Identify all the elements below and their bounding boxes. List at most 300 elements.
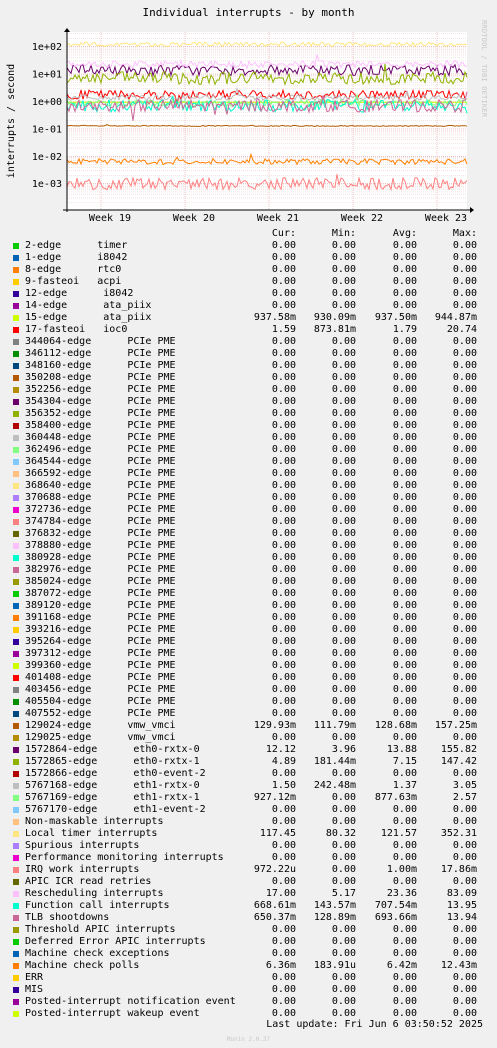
legend-avg: 6.42m [386,960,417,971]
legend-swatch [13,279,19,285]
legend-label: 352256-edge PCIe PME [25,384,176,395]
legend-row [0,276,497,288]
legend-swatch [13,735,19,741]
legend-cur: 12.12 [265,744,296,755]
legend-label: MIS [25,984,44,995]
legend-row [0,372,497,384]
legend-row [0,888,497,900]
legend-label: 129024-edge vmw_vmci [25,720,176,731]
legend-cur: 0.00 [271,468,296,479]
legend-cur: 0.00 [271,444,296,455]
chart-title: Individual interrupts - by month [142,6,355,19]
legend-label: Rescheduling interrupts [25,888,164,899]
legend-avg: 0.00 [392,276,417,287]
legend-swatch [13,879,19,885]
legend-cur: 0.00 [271,252,296,263]
legend-min: 0.00 [331,876,356,887]
legend-min: 0.00 [331,540,356,551]
legend-swatch [13,375,19,381]
legend-min: 143.57m [313,900,356,911]
legend-avg: 1.37 [392,780,417,791]
legend-cur: 0.00 [271,972,296,983]
legend-avg: 0.00 [392,444,417,455]
legend-swatch [13,423,19,429]
legend-max: 0.00 [452,300,477,311]
legend-cur: 0.00 [271,456,296,467]
legend-avg: 0.00 [392,516,417,527]
legend-label: 382976-edge PCIe PME [25,564,176,575]
legend-label: 17-fasteoi ioc0 [25,324,128,335]
legend-max: 0.00 [452,564,477,575]
legend-row [0,996,497,1008]
legend-min: 0.00 [331,840,356,851]
legend-avg: 121.57 [380,828,417,839]
legend-row [0,252,497,264]
legend-swatch [13,483,19,489]
legend-min: 0.00 [331,996,356,1007]
legend-min: 0.00 [331,972,356,983]
legend-max: 0.00 [452,936,477,947]
legend-swatch [13,759,19,765]
legend-min: 0.00 [331,408,356,419]
legend-avg: 0.00 [392,576,417,587]
legend-avg: 0.00 [392,408,417,419]
legend-row [0,564,497,576]
legend-label: 368640-edge PCIe PME [25,480,176,491]
legend-label: TLB shootdowns [25,912,110,923]
legend-cur: 0.00 [271,996,296,1007]
legend-avg: 0.00 [392,492,417,503]
chart-plot [0,0,497,228]
legend-swatch [13,819,19,825]
legend-swatch [13,459,19,465]
legend-label: 356352-edge PCIe PME [25,408,176,419]
legend-max: 0.00 [452,648,477,659]
legend-row [0,828,497,840]
legend-cur: 0.00 [271,804,296,815]
legend-max: 157.25m [434,720,477,731]
legend-max: 0.00 [452,660,477,671]
legend-avg: 0.00 [392,372,417,383]
legend-avg: 0.00 [392,384,417,395]
legend-row [0,912,497,924]
legend-avg: 0.00 [392,660,417,671]
legend-swatch [13,579,19,585]
legend-cur: 0.00 [271,672,296,683]
last-update: Last update: Fri Jun 6 03:50:52 2025 [266,1019,483,1030]
legend-row [0,456,497,468]
legend-avg: 0.00 [392,360,417,371]
legend-min: 0.00 [331,732,356,743]
legend-avg: 0.00 [392,420,417,431]
x-tick-label: Week 19 [88,213,132,224]
legend-max: 0.00 [452,696,477,707]
legend-cur: 0.00 [271,408,296,419]
legend-row [0,624,497,636]
legend-max: 0.00 [452,996,477,1007]
legend-avg: 0.00 [392,876,417,887]
legend-max: 12.43m [440,960,477,971]
legend-label: Non-maskable interrupts [25,816,164,827]
legend-row [0,840,497,852]
legend-min: 0.00 [331,864,356,875]
legend-row [0,324,497,336]
legend-swatch [13,255,19,261]
legend-cur: 0.00 [271,924,296,935]
legend-label: Local timer interrupts [25,828,158,839]
legend-header-avg: Avg: [392,228,417,239]
legend-min: 0.00 [331,624,356,635]
legend-swatch [13,507,19,513]
legend-avg: 877.63m [374,792,417,803]
legend-min: 181.44m [313,756,356,767]
legend-cur: 927.12m [253,792,296,803]
legend-avg: 0.00 [392,552,417,563]
legend-row [0,660,497,672]
legend-max: 0.00 [452,288,477,299]
legend-swatch [13,543,19,549]
legend-label: 395264-edge PCIe PME [25,636,176,647]
legend-swatch [13,471,19,477]
legend-cur: 972.22u [253,864,296,875]
legend-min: 930.09m [313,312,356,323]
legend-label: 350208-edge PCIe PME [25,372,176,383]
legend-avg: 0.00 [392,612,417,623]
legend-max: 2.57 [452,792,477,803]
legend-label: 374784-edge PCIe PME [25,516,176,527]
legend-max: 0.00 [452,624,477,635]
legend [0,240,497,1020]
legend-cur: 0.00 [271,600,296,611]
legend-swatch [13,399,19,405]
y-axis-arrow [64,28,70,32]
legend-avg: 0.00 [392,636,417,647]
legend-max: 17.86m [440,864,477,875]
legend-label: IRQ work interrupts [25,864,140,875]
legend-avg: 0.00 [392,504,417,515]
legend-avg: 0.00 [392,840,417,851]
legend-cur: 0.00 [271,588,296,599]
legend-row [0,528,497,540]
legend-min: 0.00 [331,348,356,359]
legend-max: 0.00 [452,816,477,827]
legend-min: 0.00 [331,636,356,647]
legend-swatch [13,351,19,357]
legend-cur: 0.00 [271,360,296,371]
legend-avg: 0.00 [392,300,417,311]
legend-max: 0.00 [452,552,477,563]
legend-row [0,696,497,708]
legend-max: 0.00 [452,852,477,863]
legend-max: 0.00 [452,684,477,695]
legend-max: 0.00 [452,636,477,647]
legend-max: 0.00 [452,948,477,959]
x-tick-label: Week 22 [340,213,384,224]
legend-row [0,300,497,312]
legend-cur: 4.89 [271,756,296,767]
legend-swatch [13,627,19,633]
legend-label: 389120-edge PCIe PME [25,600,176,611]
legend-label: 360448-edge PCIe PME [25,432,176,443]
legend-swatch [13,951,19,957]
legend-label: 5767168-edge eth1-rxtx-0 [25,780,200,791]
legend-swatch [13,291,19,297]
legend-row [0,804,497,816]
legend-row [0,600,497,612]
legend-header-min: Min: [331,228,356,239]
legend-max: 3.05 [452,780,477,791]
legend-cur: 0.00 [271,300,296,311]
legend-row [0,504,497,516]
legend-min: 0.00 [331,360,356,371]
legend-cur: 0.00 [271,984,296,995]
legend-min: 0.00 [331,696,356,707]
legend-row [0,924,497,936]
legend-cur: 0.00 [271,612,296,623]
legend-min: 0.00 [331,444,356,455]
legend-avg: 0.00 [392,852,417,863]
legend-min: 0.00 [331,684,356,695]
legend-avg: 0.00 [392,936,417,947]
legend-cur: 0.00 [271,732,296,743]
legend-avg: 0.00 [392,804,417,815]
legend-avg: 0.00 [392,288,417,299]
legend-max: 0.00 [452,588,477,599]
legend-max: 0.00 [452,252,477,263]
legend-label: 14-edge ata_piix [25,300,152,311]
legend-cur: 668.61m [253,900,296,911]
legend-row [0,288,497,300]
legend-row [0,420,497,432]
legend-label: Deferred Error APIC interrupts [25,936,206,947]
legend-max: 0.00 [452,432,477,443]
legend-row [0,792,497,804]
legend-max: 20.74 [446,324,477,335]
legend-label: 344064-edge PCIe PME [25,336,176,347]
legend-swatch [13,651,19,657]
legend-label: 407552-edge PCIe PME [25,708,176,719]
legend-row [0,480,497,492]
legend-swatch [13,603,19,609]
legend-row [0,492,497,504]
legend-min: 0.00 [331,276,356,287]
legend-label: 348160-edge PCIe PME [25,360,176,371]
legend-avg: 0.00 [392,948,417,959]
legend-label: 393216-edge PCIe PME [25,624,176,635]
legend-max: 0.00 [452,276,477,287]
legend-cur: 0.00 [271,348,296,359]
legend-row [0,648,497,660]
legend-swatch [13,615,19,621]
legend-max: 0.00 [452,576,477,587]
legend-avg: 0.00 [392,588,417,599]
legend-label: 362496-edge PCIe PME [25,444,176,455]
legend-max: 0.00 [452,972,477,983]
legend-cur: 0.00 [271,516,296,527]
legend-swatch [13,411,19,417]
legend-row [0,684,497,696]
legend-row [0,900,497,912]
legend-max: 0.00 [452,396,477,407]
legend-avg: 0.00 [392,708,417,719]
legend-max: 0.00 [452,600,477,611]
legend-max: 155.82 [440,744,477,755]
legend-row [0,588,497,600]
legend-row [0,972,497,984]
legend-swatch [13,1011,19,1017]
legend-swatch [13,387,19,393]
legend-label: Machine check exceptions [25,948,170,959]
legend-label: 391168-edge PCIe PME [25,612,176,623]
legend-cur: 0.00 [271,336,296,347]
legend-min: 0.00 [331,336,356,347]
legend-cur: 0.00 [271,420,296,431]
legend-cur: 937.58m [253,312,296,323]
legend-cur: 0.00 [271,696,296,707]
legend-avg: 0.00 [392,996,417,1007]
legend-header [0,228,497,240]
legend-row [0,576,497,588]
legend-avg: 0.00 [392,528,417,539]
legend-swatch [13,711,19,717]
legend-cur: 0.00 [271,384,296,395]
legend-avg: 128.68m [374,720,417,731]
legend-swatch [13,903,19,909]
legend-avg: 0.00 [392,432,417,443]
legend-max: 147.42 [440,756,477,767]
legend-row [0,768,497,780]
legend-min: 0.00 [331,576,356,587]
legend-cur: 0.00 [271,624,296,635]
legend-max: 352.31 [440,828,477,839]
legend-row [0,312,497,324]
legend-row [0,264,497,276]
legend-label: APIC ICR read retries [25,876,152,887]
legend-cur: 0.00 [271,948,296,959]
legend-row [0,384,497,396]
y-axis-label: interrupts / second [6,63,17,179]
legend-max: 0.00 [452,480,477,491]
x-tick-label: Week 23 [424,213,468,224]
legend-max: 13.95 [446,900,477,911]
legend-label: 354304-edge PCIe PME [25,396,176,407]
legend-row [0,756,497,768]
legend-row [0,240,497,252]
legend-label: 401408-edge PCIe PME [25,672,176,683]
legend-cur: 0.00 [271,684,296,695]
legend-cur: 117.45 [259,828,296,839]
legend-label: 370688-edge PCIe PME [25,492,176,503]
legend-row [0,708,497,720]
legend-min: 0.00 [331,588,356,599]
legend-max: 0.00 [452,360,477,371]
legend-max: 0.00 [452,804,477,815]
legend-avg: 0.00 [392,984,417,995]
legend-max: 0.00 [452,348,477,359]
legend-min: 0.00 [331,936,356,947]
legend-max: 0.00 [452,540,477,551]
legend-swatch [13,663,19,669]
y-tick-label: 1e+01 [31,69,62,81]
munin-version: Munin 2.0.37 [226,1036,271,1043]
legend-max: 0.00 [452,408,477,419]
legend-cur: 0.00 [271,540,296,551]
legend-min: 0.00 [331,708,356,719]
legend-label: 1572865-edge eth0-rxtx-1 [25,756,200,767]
legend-swatch [13,747,19,753]
legend-swatch [13,939,19,945]
legend-max: 0.00 [452,924,477,935]
legend-min: 0.00 [331,456,356,467]
legend-avg: 707.54m [374,900,417,911]
legend-cur: 0.00 [271,1008,296,1019]
legend-cur: 0.00 [271,480,296,491]
legend-label: 15-edge ata_piix [25,312,152,323]
legend-max: 0.00 [452,384,477,395]
legend-max: 0.00 [452,240,477,251]
legend-avg: 937.50m [374,312,417,323]
legend-max: 0.00 [452,420,477,431]
legend-cur: 0.00 [271,660,296,671]
legend-swatch [13,915,19,921]
legend-avg: 0.00 [392,240,417,251]
legend-max: 0.00 [452,492,477,503]
legend-cur: 0.00 [271,276,296,287]
legend-row [0,864,497,876]
legend-swatch [13,675,19,681]
legend-min: 0.00 [331,660,356,671]
legend-max: 0.00 [452,456,477,467]
legend-min: 0.00 [331,516,356,527]
legend-row [0,552,497,564]
legend-avg: 0.00 [392,696,417,707]
legend-swatch [13,339,19,345]
legend-min: 0.00 [331,852,356,863]
legend-min: 0.00 [331,504,356,515]
legend-label: 5767170-edge eth1-event-2 [25,804,206,815]
legend-label: 129025-edge vmw_vmci [25,732,176,743]
legend-label: 8-edge rtc0 [25,264,122,275]
legend-cur: 1.59 [271,324,296,335]
legend-swatch [13,495,19,501]
legend-label: Spurious interrupts [25,840,140,851]
legend-label: 358400-edge PCIe PME [25,420,176,431]
legend-min: 0.00 [331,372,356,383]
legend-row [0,612,497,624]
legend-swatch [13,807,19,813]
legend-cur: 0.00 [271,528,296,539]
legend-min: 0.00 [331,612,356,623]
legend-max: 0.00 [452,444,477,455]
legend-min: 5.17 [331,888,356,899]
legend-label: Threshold APIC interrupts [25,924,176,935]
legend-max: 0.00 [452,528,477,539]
legend-min: 0.00 [331,492,356,503]
legend-avg: 0.00 [392,468,417,479]
legend-min: 0.00 [331,672,356,683]
legend-min: 0.00 [331,420,356,431]
legend-avg: 0.00 [392,348,417,359]
legend-max: 83.09 [446,888,477,899]
legend-row [0,540,497,552]
legend-label: 12-edge i8042 [25,288,134,299]
legend-swatch [13,963,19,969]
legend-min: 0.00 [331,252,356,263]
legend-swatch [13,519,19,525]
y-tick-label: 1e-03 [31,179,62,191]
legend-min: 0.00 [331,948,356,959]
legend-max: 0.00 [452,768,477,779]
